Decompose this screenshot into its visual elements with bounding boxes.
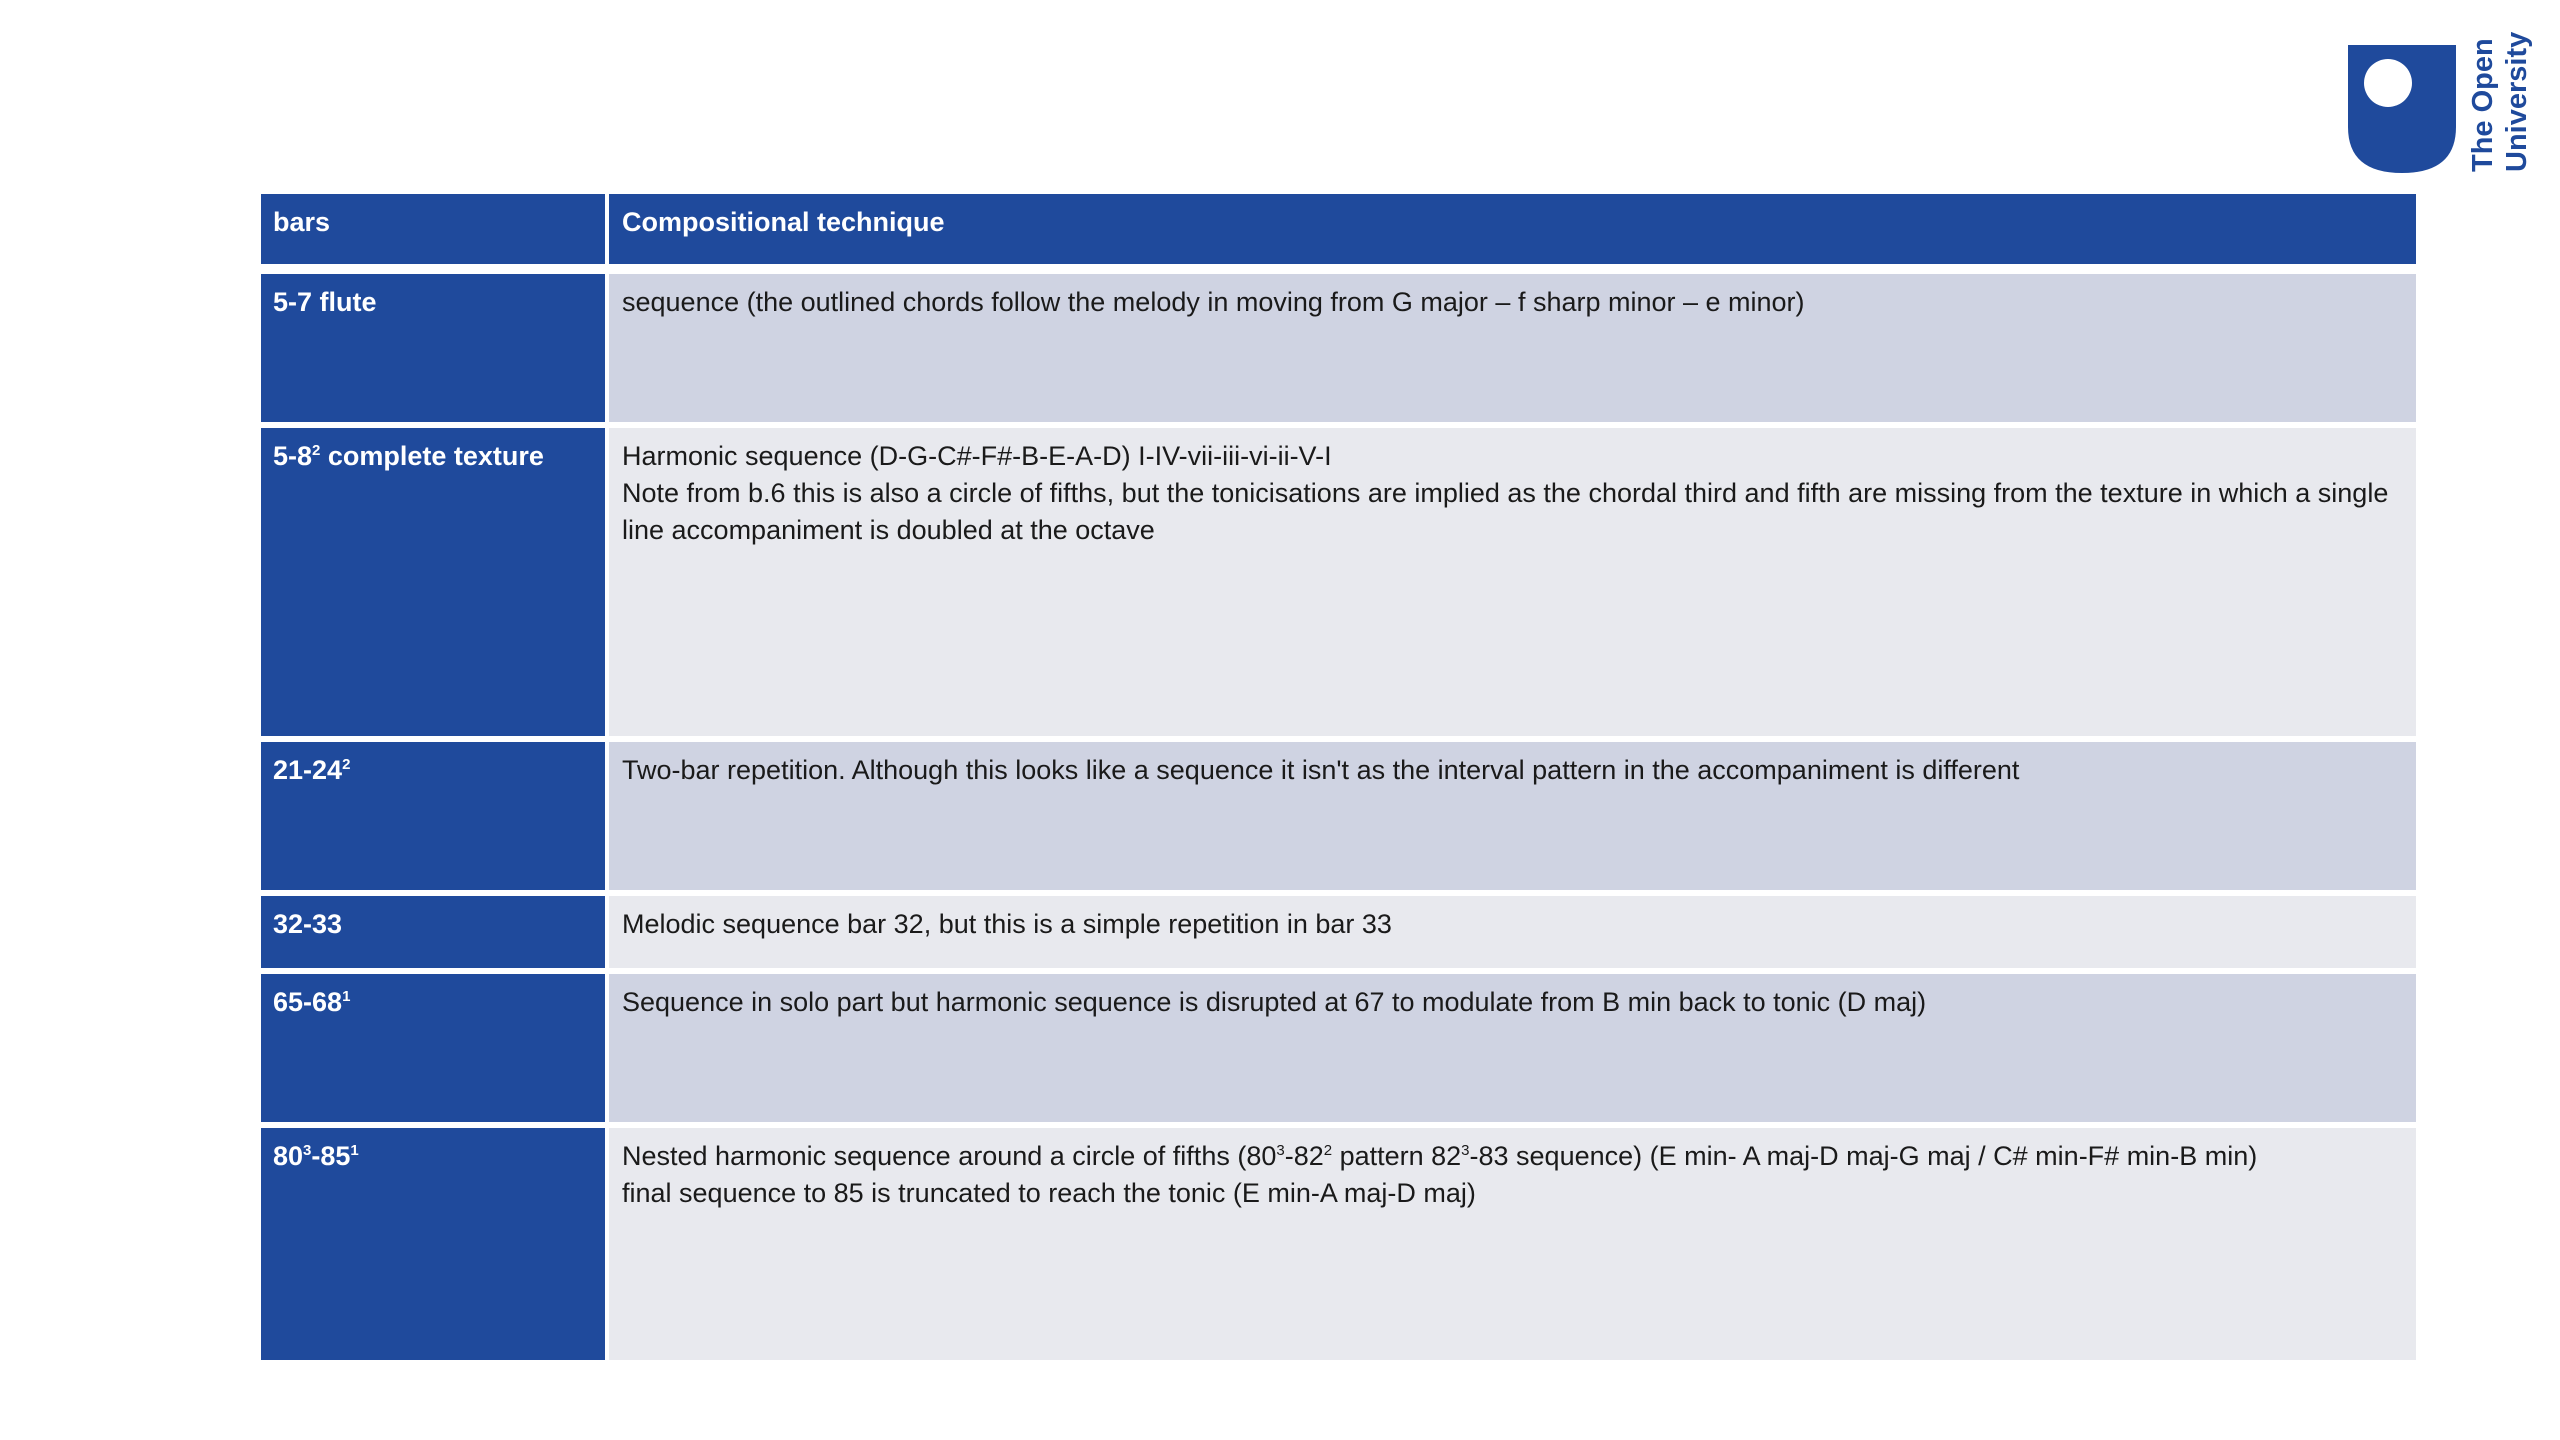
bars-superscript: 2	[342, 756, 351, 773]
logo-line-2: University	[2501, 31, 2533, 172]
technique-cell	[609, 1128, 2416, 1360]
technique-part-2: -82	[1284, 1141, 1324, 1171]
technique-sup-1: 3	[1276, 1142, 1285, 1159]
table-row	[261, 974, 2416, 1122]
technique-note: Note from b.6 this is also a circle of fifths, but the tonicisations are implied as the chordal third and fifth are missing from the texture in which a single line accompaniment is doubled at the octave	[622, 478, 2389, 545]
bars-label: 80	[273, 1141, 304, 1171]
header-bars: bars	[261, 194, 605, 264]
bars-label: 65-68	[273, 987, 343, 1017]
table-row	[261, 896, 2416, 968]
bars-superscript: 2	[312, 442, 321, 459]
bars-label: 5-8	[273, 441, 313, 471]
bars-cell	[261, 742, 605, 890]
table-row	[261, 274, 2416, 422]
technique-sup-2: 2	[1323, 1142, 1333, 1159]
table-header-row	[261, 194, 2416, 264]
technique-cell	[609, 896, 2416, 968]
bars-cell	[261, 896, 605, 968]
table-row	[261, 1128, 2416, 1360]
logo-line-1: The Open	[2467, 38, 2499, 172]
bars-label: 21-24	[273, 755, 343, 785]
technique-text: Melodic sequence bar 32, but this is a simple repetition in bar 33	[622, 909, 1392, 939]
technique-text: sequence (the outlined chords follow the melody in moving from G major – f sharp minor – e minor)	[622, 287, 1805, 317]
open-university-logo	[2348, 31, 2548, 180]
bars-cell	[261, 974, 605, 1122]
bars-label-tail: complete texture	[320, 441, 544, 471]
bars-superscript: 1	[342, 988, 351, 1005]
bars-cell	[261, 1128, 605, 1360]
table-row	[261, 428, 2416, 736]
technique-part-4: -83 sequence) (E min- A maj-D maj-G maj / C# min-F# min-B min)	[1469, 1141, 2258, 1171]
technique-text: Harmonic sequence (D-G-C#-F#-B-E-A-D) I-IV-vii-iii-vi-ii-V-I	[622, 441, 1332, 471]
technique-part-1: Nested harmonic sequence around a circle of fifths (80	[622, 1141, 1277, 1171]
technique-note: final sequence to 85 is truncated to reach the tonic (E min-A maj-D maj)	[622, 1178, 1476, 1208]
bars-cell	[261, 428, 605, 736]
technique-cell	[609, 742, 2416, 890]
technique-cell	[609, 274, 2416, 422]
technique-text: Two-bar repetition. Although this looks like a sequence it isn't as the interval pattern in the accompaniment is different	[622, 755, 2020, 785]
bars-label-mid: -85	[311, 1141, 351, 1171]
logo-wordmark	[2466, 31, 2548, 180]
technique-sup-3: 3	[1461, 1142, 1470, 1159]
bars-label: 5-7 flute	[273, 287, 377, 317]
bars-superscript: 3	[303, 1142, 312, 1159]
shield-icon	[2348, 45, 2456, 173]
technique-text: Sequence in solo part but harmonic sequence is disrupted at 67 to modulate from B min back to tonic (D maj)	[622, 987, 1927, 1017]
table-row	[261, 742, 2416, 890]
bars-label: 32-33	[273, 909, 343, 939]
header-technique: Compositional technique	[609, 194, 2416, 264]
technique-cell	[609, 428, 2416, 736]
bars-cell	[261, 274, 605, 422]
techniques-table	[261, 194, 2416, 1366]
technique-part-3: pattern 82	[1332, 1141, 1462, 1171]
technique-text	[622, 1138, 2403, 1175]
technique-cell	[609, 974, 2416, 1122]
bars-superscript-2: 1	[350, 1142, 359, 1159]
